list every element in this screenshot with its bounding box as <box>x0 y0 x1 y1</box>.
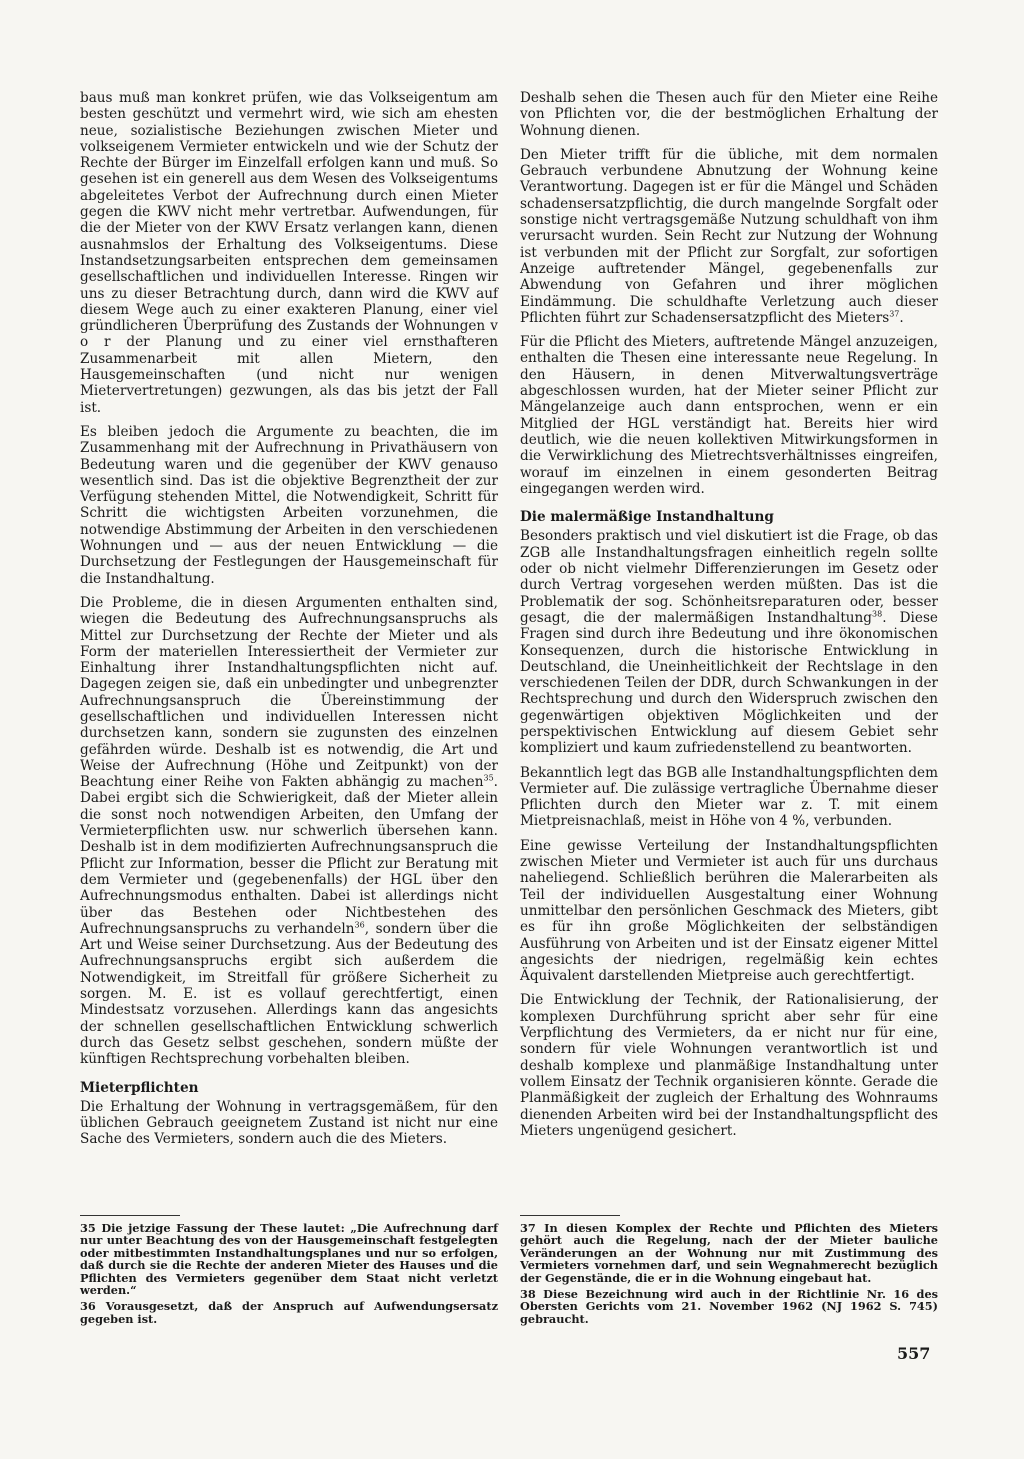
left-paragraph-4: Die Erhaltung der Wohnung in vertragsgemäßem, für den üblichen Gebrauch geeignetem Zustand ist nicht nur eine Sache des Vermieters, sondern auch die des Mieters. <box>80 1098 498 1148</box>
right-column <box>520 90 938 1147</box>
left-column <box>80 90 498 1156</box>
right-paragraph-5: Bekanntlich legt das BGB alle Instandhaltungspflichten dem Vermieter auf. Die zulässige vertragliche Übernahme dieser Pflichten durch den Mieter war z. T. mit einem Mietpreisnachlaß, meist in Höhe von 4 %, verbunden. <box>520 764 938 830</box>
right-paragraph-1: Deshalb sehen die Thesen auch für den Mieter eine Reihe von Pflichten vor, die der bestmöglichen Erhaltung der Wohnung dienen. <box>520 90 938 139</box>
section-heading-malermaessige-instandhaltung: Die malermäßige Instandhaltung <box>520 509 774 526</box>
footnote-37: 37 In diesen Komplex der Rechte und Pflichten des Mieters gehört auch die Regelung, nach der der Mieter bauliche Veränderungen an der Wohnung nur mit Zustimmung des Vermieters vornehmen darf, und sein Wegnahmerecht bezüglich der Gegenstände, die er in die Wohnung eingebaut hat. <box>520 1221 938 1285</box>
left-paragraph-1: baus muß man konkret prüfen, wie das Volkseigentum am besten geschützt und vermehrt wird, wie sich am ehesten neue, sozialistische Beziehungen zwischen Mieter und volkseigenem Vermieter entwickeln und wie der Schutz der Rechte der Bürger im Einzelfall erfolgen kann und muß. So gesehen ist ein generell aus dem Wesen des Volkseigentums abgeleitetes Verbot der Aufrechnung durch einen Mieter gegen die KWV nicht mehr vertretbar. Aufwendungen, für die der Mieter von der KWV Ersatz verlangen kann, dienen ausnahmslos der Erhaltung des Volkseigentums. Diese Instandsetzungsarbeiten entsprechen dem gemeinsamen gesellschaftlichen und individuellen Interesse. Ringen wir uns zu dieser Betrachtung durch, dann wird die KWV auf diesem Wege auch zu einer exakteren Planung, einer viel gründlicheren Überprüfung des Zustands der Wohnungen v o r der Planung und zu einer viel ernsthafteren Zusammenarbeit mit allen Mietern, den Hausgemeinschaften (und nicht nur wenigen Mietervertretungen) gezwungen, als das bis jetzt der Fall ist. <box>80 90 498 416</box>
text-run: . <box>899 309 904 326</box>
text-run: Den Mieter trifft für die übliche, mit dem normalen Gebrauch verbundene Abnutzung der Wohnung keine Verantwortung. Dagegen ist er für die Mängel und Schäden schadensersatzpflichtig, die durch mangelnde Sorgfalt oder sonstige nicht vertragsgemäße Nutzung schuldhaft von ihm verursacht wurden. Sein Recht zur Nutzung der Wohnung ist verbunden mit der Pflicht zur Sorgfalt, zur sofortigen Anzeige auftretender Mängel, gegebenenfalls zur Abwendung von Gefahren und ihrer möglichen Eindämmung. Die schuldhafte Verletzung auch dieser Pflichten führt zur Schadensersatzpflicht des Mieters <box>520 146 938 326</box>
footnotes-right <box>520 1222 938 1329</box>
section-heading-mieterpflichten: Mieterpflichten <box>80 1079 199 1096</box>
text-run: Besonders praktisch und viel diskutiert ist die Frage, ob das ZGB alle Instandhaltungsfragen einheitlich regeln sollte oder ob nicht vielmehr Differenzierungen im Gesetz oder durch Vertrag vorgesehen werden müßten. Das ist die Problematik der sog. Schönheitsreparaturen oder, besser gesagt, die der malermäßigen Instandhaltung <box>520 528 938 626</box>
footnote-ref-38: 38 <box>872 609 883 619</box>
footnote-38: 38 Diese Bezeichnung wird auch in der Richtlinie Nr. 16 des Obersten Gerichts vom 21. November 1962 (NJ 1962 S. 745) gebraucht. <box>520 1287 938 1326</box>
footnote-ref-37: 37 <box>889 309 900 319</box>
footnote-36: 36 Vorausgesetzt, daß der Anspruch auf Aufwendungsersatz gegeben ist. <box>80 1299 498 1326</box>
footnote-35: 35 Die jetzige Fassung der These lautet: „Die Aufrechnung darf nur unter Beachtung des von der Hausgemeinschaft festgelegten oder mitbestimmten Instandhaltungsplanes und nur so erfolgen, daß durch sie die Rechte der anderen Mieter des Hauses und die Pflichten des Vermieters gegenüber dem Staat nicht verletzt werden.“ <box>80 1221 498 1298</box>
footnote-ref-36: 36 <box>354 920 365 930</box>
footnote-ref-35: 35 <box>483 773 494 783</box>
right-paragraph-7: Die Entwicklung der Technik, der Rationalisierung, der komplexen Durchführung spricht aber sehr für eine Verpflichtung des Vermieters, da er nicht nur für eine, sondern für viele Wohnungen verantwortlich ist und deshalb komplexe und planmäßige Instandhaltung unter vollem Einsatz der Technik organisieren könnte. Gerade die Planmäßigkeit der zugleich der Erhaltung des Wohnraums dienenden Arbeiten wird bei der Instandhaltungspflicht des Mieters ungenügend gesichert. <box>520 992 938 1139</box>
text-run: . Dabei ergibt sich die Schwierigkeit, daß der Mieter allein die sonst noch notwendigen Arbeiten, den Umfang der Vermieterpflichten usw. nur schwerlich übersehen kann. Deshalb ist in dem modifizierten Aufrechnungsanspruch die Pflicht zur Information, besser die Pflicht zur Beratung mit dem Vermieter und (gegebenenfalls) der HGL über den Aufrechnungsmodus enthalten. Dabei ist allerdings nicht über das Bestehen oder Nichtbestehen des Aufrechnungsanspruchs zu verhandeln <box>80 774 498 937</box>
text-run: Die Probleme, die in diesen Argumenten enthalten sind, wiegen die Bedeutung des Aufrechnungsanspruchs als Mittel zur Durchsetzung der Rechte der Mieter und als Form der materiellen Interessiertheit der Vermieter zur Einhaltung ihrer Instandhaltungspflichten nicht auf. Dagegen zeigen sie, daß ein unbedingter und unbegrenzter Aufrechnungsanspruch die Übereinstimmung der gesellschaftlichen und individuellen Interessen nicht durchsetzen kann, sondern sie zugunsten des einzelnen gefährden würde. Deshalb ist es notwendig, die Art und Weise der Aufrechnung (Höhe und Zeitpunkt) von der Beachtung einer Reihe von Fakten abhängig zu machen <box>80 594 498 791</box>
footnote-divider-left <box>80 1215 180 1216</box>
right-paragraph-2 <box>520 147 938 326</box>
right-paragraph-4 <box>520 528 938 756</box>
footnote-divider-right <box>520 1215 620 1216</box>
right-paragraph-3: Für die Pflicht des Mieters, auftretende Mängel anzuzeigen, enthalten die Thesen eine interessante neue Regelung. In den Häusern, in denen Mitverwaltungsverträge abgeschlossen wurden, hat der Mieter seiner Pflicht zur Mängelanzeige auch dann entsprochen, wenn er ein Mitglied der HGL verständigt hat. Bereits hier wird deutlich, wie die neuen kollektiven Mitwirkungsformen in die Verwirklichung des Mietrechtsverhältnisses eingreifen, worauf im einzelnen in einem gesonderten Beitrag eingegangen werden wird. <box>520 334 938 497</box>
page-number: 557 <box>897 1344 931 1363</box>
left-paragraph-2: Es bleiben jedoch die Argumente zu beachten, die im Zusammenhang mit der Aufrechnung in Privathäusern von Bedeutung waren und die gegenüber der KWV genauso wesentlich sind. Das ist die objektive Begrenztheit der zur Verfügung stehenden Mittel, die Notwendigkeit, Schritt für Schritt die wichtigsten Arbeiten vorzunehmen, die notwendige Abstimmung der Arbeiten in den verschiedenen Wohnungen und — aus der neuen Entwicklung — die Durchsetzung der Festlegungen der Hausgemeinschaft für die Instandhaltung. <box>80 423 498 587</box>
left-paragraph-3 <box>80 595 498 1068</box>
text-run: . Diese Fragen sind durch ihre Bedeutung und ihre ökonomischen Konsequenzen, durch die historische Entwicklung in Deutschland, die Uneinheitlichkeit der Rechtslage in den verschiedenen Teilen der DDR, durch Schwankungen in der Rechtsprechung und durch den Widerspruch zwischen den gegenwärtigen objektiven Möglichkeiten und der perspektivischen Entwicklung auf diesem Gebiet sehr kompliziert und kaum zufriedenstellend zu beantworten. <box>520 609 938 757</box>
right-paragraph-6: Eine gewisse Verteilung der Instandhaltungspflichten zwischen Mieter und Vermieter ist auch für uns durchaus naheliegend. Schließlich berühren die Malerarbeiten als Teil der individuellen Ausgestaltung einer Wohnung unmittelbar den persönlichen Geschmack des Mieters, gibt es für ihn große Möglichkeiten der selbständigen Ausführung von Arbeiten und ist der Einsatz eigener Mittel angesichts der niedrigen, regelmäßig kein echtes Äquivalent darstellenden Mietpreise auch gerechtfertigt. <box>520 837 938 985</box>
footnotes-left <box>80 1222 498 1329</box>
text-run: , sondern über die Art und Weise seiner Durchsetzung. Aus der Bedeutung des Aufrechnungsanspruchs ergibt sich außerdem die Notwendigkeit, im Streitfall für größere Sicherheit zu sorgen. M. E. ist es vollauf gerechtfertigt, einen Mindestsatz vorzusehen. Allerdings kann das angesichts der schnellen gesellschaftlichen Entwicklung schwerlich durch das Gesetz selbst geschehen, sondern müßte der künftigen Rechtsprechung vorbehalten bleiben. <box>80 920 498 1068</box>
